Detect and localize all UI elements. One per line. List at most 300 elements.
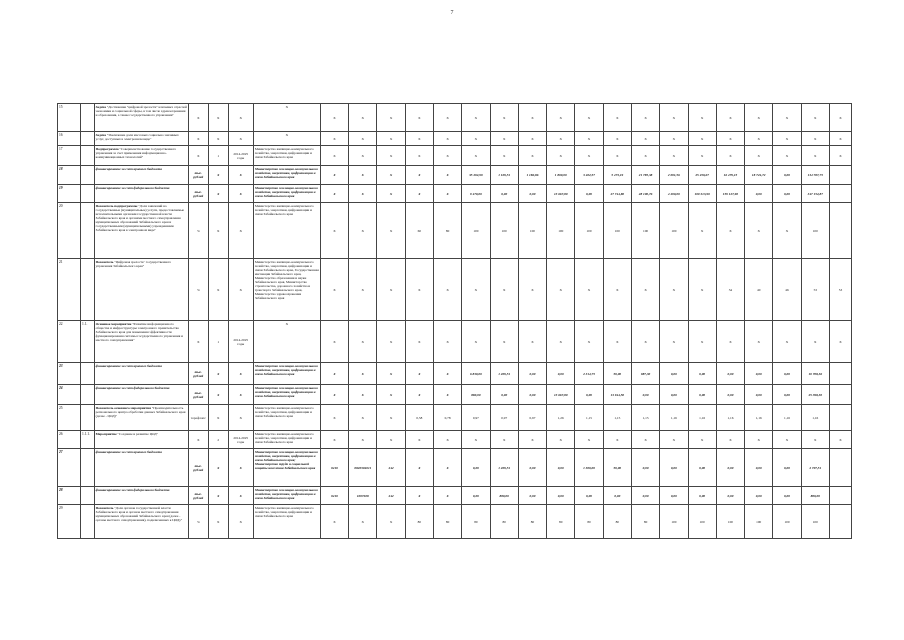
row-value-cell: 0,00: [490, 185, 518, 203]
row-value-cell: Х: [490, 104, 518, 132]
row-value-cell: Х: [603, 104, 631, 132]
row-subnumber: [81, 487, 95, 505]
row-number: 27: [58, 449, 81, 487]
row-unit: Х: [188, 146, 208, 166]
row-subnumber: 1.1.1.: [81, 431, 95, 449]
row-number: 17: [58, 146, 81, 166]
row-value-cell: Х: [490, 321, 518, 363]
row-title: Задача: [95, 104, 107, 109]
row-value-cell: Х: [433, 185, 461, 203]
row-value-cell: Х: [603, 431, 631, 449]
row-value-cell: 100: [660, 505, 688, 539]
row-name: [94, 203, 188, 259]
row-value-cell: 1 300,00: [575, 449, 603, 487]
row-title: Показатель подпрограммы: [95, 203, 138, 208]
row-name: [94, 259, 188, 321]
row-unit: тыс. рублей: [188, 185, 208, 203]
row-period: Х: [228, 104, 253, 132]
row-value-cell: Х: [631, 104, 659, 132]
row-value-cell: Х: [801, 431, 829, 449]
row-description: "Достижение "цифровой зрелости" ключевых отраслей экономики и социальной сферы, в том числе здравоохранения и образования, а также государственного управления": [95, 104, 187, 117]
row-value-cell: Х: [349, 405, 377, 431]
row-number: 15: [58, 104, 81, 132]
row-value-cell: Х: [349, 203, 377, 259]
row-value-cell: Х: [377, 405, 405, 431]
row-value-cell: Х: [349, 132, 377, 146]
row-value-cell: 100: [745, 505, 773, 539]
row-value-cell: 100: [716, 505, 744, 539]
row-period: Х: [228, 185, 253, 203]
row-value-cell: 0410: [320, 487, 348, 505]
row-value-cell: 0,00: [575, 385, 603, 405]
row-value-cell: Х: [745, 431, 773, 449]
row-value-cell: Х: [462, 132, 490, 146]
row-value-cell: 2 001,56: [660, 166, 688, 185]
row-value-cell: Х: [377, 104, 405, 132]
row-value-cell: 10 708,36: [801, 363, 829, 385]
row-value-cell: Х: [547, 146, 575, 166]
row-value-cell: Х: [349, 505, 377, 539]
row-value-cell: Х: [829, 146, 851, 166]
row-unit: Х: [188, 431, 208, 449]
row-value-cell: 100: [801, 505, 829, 539]
row-value-cell: Х: [688, 132, 716, 146]
row-description: "Цифровая зрелость" государственного управления Забайкальского края": [95, 259, 172, 268]
row-period: Х: [228, 363, 253, 385]
row-value-cell: 0,00: [631, 449, 659, 487]
row-value-cell: Х: [405, 104, 433, 132]
row-value-cell: 18 724,72: [745, 166, 773, 185]
row-description: "Создание и развитие ЦОД": [116, 431, 158, 436]
row-number: 19: [58, 185, 81, 203]
row-value-cell: Х: [490, 431, 518, 449]
row-name: [94, 505, 188, 539]
row-value-cell: Х: [405, 132, 433, 146]
row-value-cell: Х: [716, 431, 744, 449]
row-value-cell: 50,00: [603, 363, 631, 385]
row-value-cell: 28 100,76: [631, 185, 659, 203]
row-value-cell: Х: [773, 132, 801, 146]
row-period: Х: [228, 505, 253, 539]
row-executor: Министерство жилищно-коммунального хозяйства, энергетики, цифровизации и связи Забайкальского края: [253, 203, 320, 259]
row-value-cell: Х: [320, 321, 348, 363]
row-value-cell: [829, 405, 851, 431]
row-number: 25: [58, 405, 81, 431]
row-value-cell: Х: [433, 132, 461, 146]
row-executor: Министерство жилищно-коммунального хозяйства, энергетики, цифровизации и связи Забайкальского края: [253, 405, 320, 431]
row-value-cell: Х: [547, 321, 575, 363]
row-value-cell: Х: [829, 104, 851, 132]
row-value-cell: Х: [320, 363, 348, 385]
row-value-cell: Х: [433, 166, 461, 185]
row-value-cell: 0,00: [547, 363, 575, 385]
row-value-cell: 4 200,00: [660, 185, 688, 203]
row-value-cell: 134 787,75: [801, 166, 829, 185]
row-description: финансирование за счет краевого бюджета: [95, 449, 162, 454]
row-name: [94, 449, 188, 487]
row-period: Х: [228, 487, 253, 505]
row-value-cell: Х: [320, 259, 348, 321]
row-value-cell: Х: [631, 259, 659, 321]
row-value-cell: Х: [377, 132, 405, 146]
row-value-cell: 13 667,80: [547, 185, 575, 203]
row-number: 26: [58, 431, 81, 449]
row-value-cell: Х: [377, 203, 405, 259]
row-value-cell: Х: [320, 132, 348, 146]
row-subnumber: [81, 259, 95, 321]
row-number: 24: [58, 385, 81, 405]
row-value-cell: Х: [518, 321, 546, 363]
row-value-cell: Х: [320, 166, 348, 185]
row-value-cell: Х: [547, 132, 575, 146]
row-name: [94, 487, 188, 505]
row-period: 2014-2025 годы: [228, 321, 253, 363]
row-responsibility: 1: [208, 146, 228, 166]
table-body: [58, 104, 852, 539]
row-value-cell: 1,16: [660, 405, 688, 431]
row-value-cell: Х: [518, 431, 546, 449]
table-row: [58, 405, 852, 431]
row-value-cell: 1 109,51: [490, 166, 518, 185]
row-value-cell: Х: [631, 321, 659, 363]
row-value-cell: Х: [377, 259, 405, 321]
row-value-cell: 6 830,00: [462, 363, 490, 385]
row-title: Подпрограмма: [95, 146, 119, 151]
row-executor: Министерство жилищно-коммунального хозяйства, энергетики, цифровизации и связи Забайкальского края: [253, 146, 320, 166]
row-name: [94, 385, 188, 405]
row-description: "Доля органов государственной власти Забайкальского края и органов местного самоуправления муниципальных образований Забайкальского края (далее - органы местного самоуправления), подключенных к ЦОДу": [95, 505, 183, 522]
row-value-cell: 0410: [320, 449, 348, 487]
row-value-cell: 0,00: [773, 363, 801, 385]
row-description: "Увеличение доли массовых социально значимых услуг, доступных в электронном виде": [95, 132, 179, 141]
row-value-cell: [829, 385, 851, 405]
row-value-cell: Х: [405, 431, 433, 449]
row-value-cell: 60: [405, 203, 433, 259]
row-period: 2014-2025 годы: [228, 431, 253, 449]
row-value-cell: 0,00: [660, 487, 688, 505]
row-name: [94, 104, 188, 132]
row-responsibility: 2: [208, 431, 228, 449]
row-subnumber: [81, 166, 95, 185]
row-value-cell: Х: [575, 259, 603, 321]
row-value-cell: Х: [320, 203, 348, 259]
row-value-cell: 100: [801, 203, 829, 259]
row-description: "Доля заявлений на государственные (муниципальные) услуги, предоставляемые исполнительными органами государственной власти Забайкальского края и органами местного самоуправления муниципальных образований Забайкальского края и государственными (муниципальными) учреждениями Забайкальского края в электронном виде": [95, 203, 185, 232]
row-value-cell: 100: [660, 203, 688, 259]
table-row: [58, 259, 852, 321]
row-value-cell: 80: [433, 505, 461, 539]
row-responsibility: Х: [208, 363, 228, 385]
row-value-cell: 13 944,50: [603, 385, 631, 405]
row-value-cell: [829, 203, 851, 259]
row-executor: Министерство жилищно-коммунального хозяйства, энергетики, цифровизации и связи Забайкальского края: [253, 385, 320, 405]
row-name: [94, 185, 188, 203]
row-subnumber: [81, 132, 95, 146]
row-value-cell: Х: [716, 104, 744, 132]
row-name: [94, 321, 188, 363]
row-value-cell: Х: [377, 146, 405, 166]
row-value-cell: 987,30: [631, 363, 659, 385]
row-value-cell: 0,58: [405, 405, 433, 431]
row-value-cell: Х: [745, 146, 773, 166]
row-subnumber: [81, 385, 95, 405]
row-value-cell: 100: [688, 505, 716, 539]
row-value-cell: Х: [575, 104, 603, 132]
row-responsibility: Х: [208, 405, 228, 431]
row-name: [94, 132, 188, 146]
row-value-cell: 1,15: [575, 405, 603, 431]
row-value-cell: 1,16: [688, 405, 716, 431]
row-value-cell: 53: [801, 259, 829, 321]
row-period: Х: [228, 166, 253, 185]
row-value-cell: [829, 449, 851, 487]
row-value-cell: 0,00: [745, 487, 773, 505]
row-number: 23: [58, 363, 81, 385]
row-value-cell: 1007028: [349, 487, 377, 505]
row-value-cell: 5 473,19: [603, 166, 631, 185]
row-value-cell: Х: [745, 104, 773, 132]
table-row: [58, 146, 852, 166]
row-value-cell: Х: [405, 146, 433, 166]
row-value-cell: Х: [433, 259, 461, 321]
row-value-cell: 0,00: [462, 449, 490, 487]
row-value-cell: Х: [660, 259, 688, 321]
row-value-cell: 80: [433, 203, 461, 259]
row-value-cell: Х: [773, 104, 801, 132]
row-title: Показатель: [95, 505, 114, 510]
row-executor: Министерство жилищно-коммунального хозяйства, энергетики, цифровизации и связи Забайкальского края: [253, 185, 320, 203]
row-description: финансирование за счет краевого бюджета: [95, 166, 162, 171]
row-unit: тыс. рублей: [188, 385, 208, 405]
row-value-cell: 100: [462, 203, 490, 259]
row-value-cell: Х: [801, 104, 829, 132]
row-value-cell: 53: [829, 259, 851, 321]
row-value-cell: Х: [745, 203, 773, 259]
row-title: Показатель: [95, 259, 114, 264]
row-value-cell: Х: [433, 487, 461, 505]
row-value-cell: 0,00: [518, 363, 546, 385]
row-responsibility: Х: [208, 259, 228, 321]
row-value-cell: [829, 487, 851, 505]
row-value-cell: 880,00: [462, 385, 490, 405]
row-value-cell: 100: [631, 203, 659, 259]
row-executor: Министерство жилищно-коммунального хозяйства, энергетики, цифровизации и связи Забайкальского края: [253, 431, 320, 449]
row-title: Задача: [95, 132, 107, 137]
row-value-cell: 16 479,15: [716, 166, 744, 185]
row-name: [94, 405, 188, 431]
row-name: [94, 146, 188, 166]
row-value-cell: 100: [603, 203, 631, 259]
row-number: 28: [58, 487, 81, 505]
row-unit: Х: [188, 132, 208, 146]
row-responsibility: Х: [208, 505, 228, 539]
row-value-cell: 0,00: [631, 487, 659, 505]
row-unit: терафлопс: [188, 405, 208, 431]
row-value-cell: 100: [547, 203, 575, 259]
table-row: [58, 104, 852, 132]
row-title: Показатель основного мероприятия: [95, 405, 151, 410]
row-value-cell: 0,00: [716, 449, 744, 487]
row-period: Х: [228, 405, 253, 431]
row-value-cell: 25 450,67: [688, 166, 716, 185]
row-value-cell: 50,00: [603, 449, 631, 487]
row-value-cell: Х: [518, 259, 546, 321]
row-value-cell: Х: [377, 321, 405, 363]
row-value-cell: Х: [377, 166, 405, 185]
row-value-cell: Х: [716, 132, 744, 146]
table-row: [58, 385, 852, 405]
row-value-cell: 40: [745, 259, 773, 321]
row-value-cell: 1,15: [631, 405, 659, 431]
row-value-cell: Х: [631, 431, 659, 449]
row-number: 20: [58, 203, 81, 259]
row-value-cell: 0,00: [773, 166, 801, 185]
row-executor: Министерство жилищно-коммунального хозяйства, энергетики, цифровизации и связи Забайкальского края: [253, 505, 320, 539]
row-value-cell: 46: [773, 259, 801, 321]
table-row: [58, 363, 852, 385]
row-value-cell: 0,78: [433, 405, 461, 431]
row-unit: %: [188, 203, 208, 259]
row-value-cell: Х: [660, 321, 688, 363]
row-value-cell: Х: [349, 185, 377, 203]
row-value-cell: Х: [688, 259, 716, 321]
row-responsibility: Х: [208, 185, 228, 203]
row-value-cell: Х: [660, 431, 688, 449]
row-value-cell: 1 186,86: [518, 166, 546, 185]
row-value-cell: Х: [688, 146, 716, 166]
row-value-cell: 1 209,51: [490, 449, 518, 487]
row-number: 18: [58, 166, 81, 185]
row-unit: тыс. рублей: [188, 166, 208, 185]
row-value-cell: 0,00: [660, 385, 688, 405]
row-value-cell: Х: [320, 146, 348, 166]
row-unit: тыс. рублей: [188, 487, 208, 505]
row-value-cell: Х: [405, 363, 433, 385]
row-value-cell: 1,15: [603, 405, 631, 431]
program-table-sheet: [57, 103, 852, 539]
row-value-cell: Х: [603, 146, 631, 166]
row-value-cell: 0,00: [773, 487, 801, 505]
row-value-cell: 80: [462, 505, 490, 539]
row-unit: тыс. рублей: [188, 363, 208, 385]
row-value-cell: Х: [462, 321, 490, 363]
row-executor: Министерство жилищно-коммунального хозяйства, энергетики, цифровизации и связи Забайкальского края: [253, 487, 320, 505]
row-value-cell: Х: [518, 146, 546, 166]
row-value-cell: Х: [433, 363, 461, 385]
row-value-cell: Х: [688, 431, 716, 449]
row-value-cell: 80: [575, 505, 603, 539]
row-value-cell: Х: [773, 203, 801, 259]
row-value-cell: 880,00: [490, 487, 518, 505]
row-value-cell: [829, 505, 851, 539]
row-value-cell: Х: [660, 146, 688, 166]
row-value-cell: Х: [433, 385, 461, 405]
row-unit: Х: [188, 104, 208, 132]
row-value-cell: Х: [349, 259, 377, 321]
row-executor: Министерство жилищно-коммунального хозяйства, энергетики, цифровизации и связи Забайкальского края: [253, 363, 320, 385]
row-value-cell: Х: [773, 146, 801, 166]
row-title: Мероприятие: [95, 431, 117, 436]
row-value-cell: Х: [716, 321, 744, 363]
table-row: [58, 166, 852, 185]
row-title: Основное мероприятие: [95, 321, 132, 326]
table-row: [58, 487, 852, 505]
row-value-cell: Х: [631, 132, 659, 146]
row-value-cell: 0,00: [575, 487, 603, 505]
row-value-cell: Х: [745, 132, 773, 146]
row-value-cell: Х: [405, 166, 433, 185]
row-value-cell: 100: [575, 203, 603, 259]
row-value-cell: Х: [631, 146, 659, 166]
table-row: [58, 185, 852, 203]
row-description: финансирование за счет краевого бюджета: [95, 363, 162, 368]
row-value-cell: 100: [773, 505, 801, 539]
row-responsibility: Х: [208, 203, 228, 259]
row-responsibility: Х: [208, 104, 228, 132]
row-value-cell: 0,00: [631, 385, 659, 405]
row-value-cell: Х: [660, 104, 688, 132]
row-period: 2014-2025 годы: [228, 146, 253, 166]
row-name: [94, 166, 188, 185]
row-number: 22: [58, 321, 81, 363]
row-value-cell: 13 667,80: [547, 385, 575, 405]
row-value-cell: Х: [829, 321, 851, 363]
row-value-cell: Х: [349, 363, 377, 385]
row-value-cell: 0,00: [518, 185, 546, 203]
row-number: 16: [58, 132, 81, 146]
row-value-cell: 0,00: [745, 185, 773, 203]
row-unit: %: [188, 505, 208, 539]
row-value-cell: Х: [773, 321, 801, 363]
table-row: [58, 431, 852, 449]
row-value-cell: 0,00: [547, 449, 575, 487]
row-value-cell: 3 402,57: [575, 166, 603, 185]
row-value-cell: 0,97: [462, 405, 490, 431]
row-responsibility: Х: [208, 385, 228, 405]
row-value-cell: 9 470,00: [462, 185, 490, 203]
row-value-cell: Х: [547, 259, 575, 321]
row-value-cell: Х: [377, 363, 405, 385]
row-value-cell: 80: [518, 505, 546, 539]
row-value-cell: Х: [405, 487, 433, 505]
row-value-cell: 0,00: [660, 449, 688, 487]
row-value-cell: 0,00: [688, 449, 716, 487]
row-value-cell: Х: [575, 431, 603, 449]
row-value-cell: Х: [405, 321, 433, 363]
row-value-cell: Х: [490, 132, 518, 146]
row-value-cell: Х: [320, 104, 348, 132]
row-value-cell: Х: [575, 146, 603, 166]
row-value-cell: Х: [518, 132, 546, 146]
row-value-cell: 880,00: [801, 487, 829, 505]
table-row: [58, 203, 852, 259]
row-period: Х: [228, 132, 253, 146]
row-value-cell: Х: [349, 146, 377, 166]
row-value-cell: Х: [801, 321, 829, 363]
row-value-cell: Х: [320, 431, 348, 449]
row-value-cell: Х: [320, 185, 348, 203]
row-value-cell: Х: [547, 104, 575, 132]
row-value-cell: Х: [433, 431, 461, 449]
row-value-cell: 0,00: [745, 385, 773, 405]
row-value-cell: Х: [688, 203, 716, 259]
row-subnumber: 1.1.: [81, 321, 95, 363]
row-value-cell: 0,00: [773, 385, 801, 405]
row-executor: Министерство жилищно-коммунального хозяйства, энергетики, цифровизации и связи Забайкальского края; Министерство труда и социальной защиты населения Забайкальского края: [253, 449, 320, 487]
row-number: 29: [58, 505, 81, 539]
row-value-cell: Х: [688, 321, 716, 363]
row-value-cell: 1,26: [547, 405, 575, 431]
